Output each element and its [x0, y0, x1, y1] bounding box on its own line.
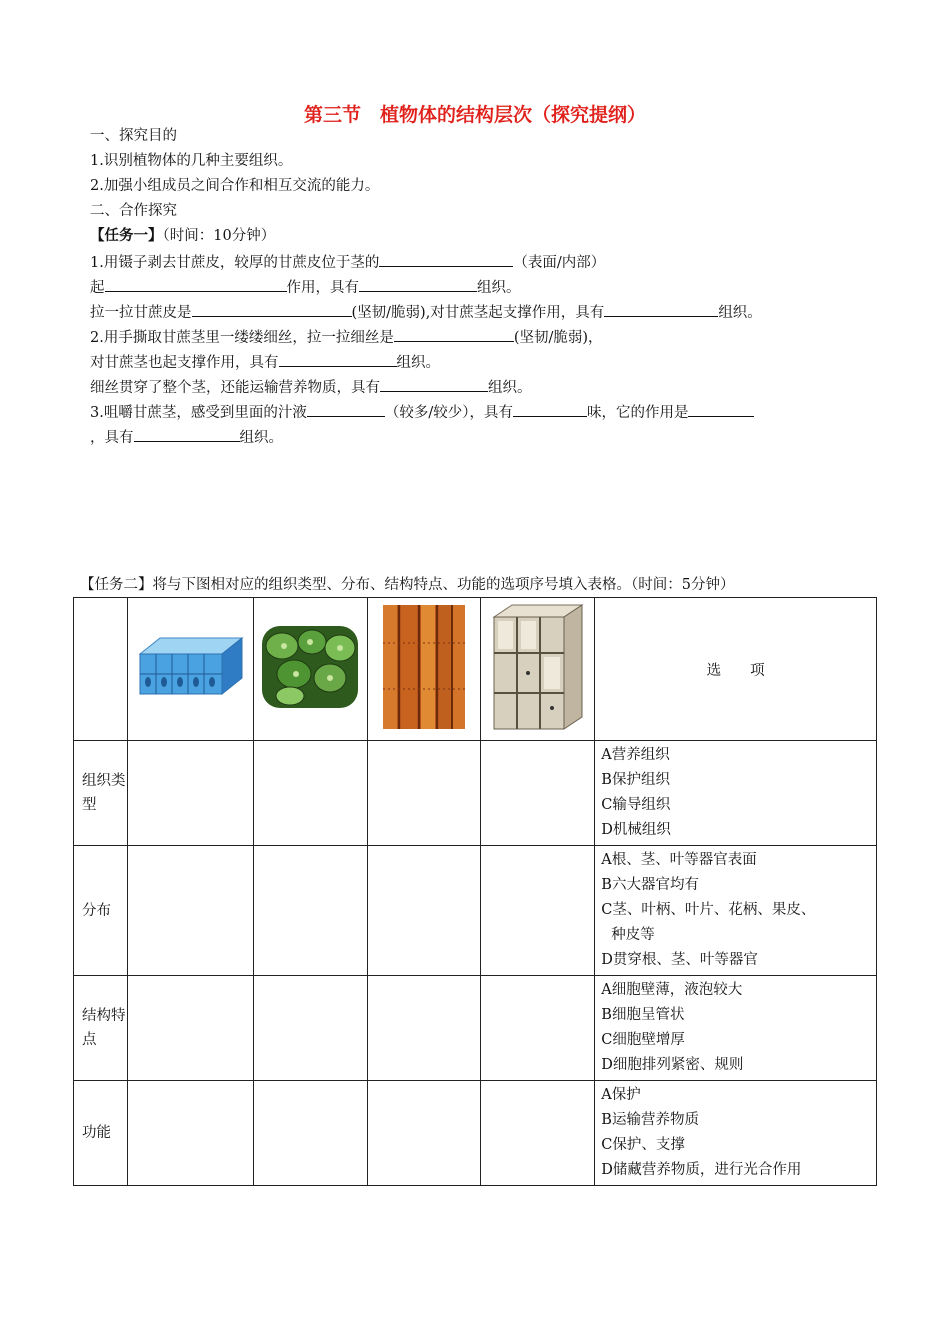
task1-question-1-line2	[90, 276, 521, 298]
task1-question-2-line3	[90, 376, 532, 398]
option-item: A保护	[601, 1087, 641, 1103]
q3-text-e: 组织。	[239, 430, 283, 446]
q3-text-b: （较多/较少），具有	[384, 405, 513, 421]
q2-text-b: (坚韧/脆弱)，	[513, 330, 603, 346]
task1-question-1-line3	[90, 301, 762, 323]
task1-question-3	[90, 401, 754, 423]
q3-text-c: 味，它的作用是	[586, 405, 689, 421]
task1-question-2	[90, 326, 603, 348]
protective-tissue-image	[136, 632, 244, 702]
q2-text-f: 组织。	[488, 380, 532, 396]
q1-text-b: （表面/内部）	[513, 255, 606, 271]
answer-cell[interactable]	[253, 976, 367, 1081]
table-row	[74, 976, 877, 1081]
option-item: C输导组织	[601, 797, 671, 813]
answer-cell[interactable]	[253, 741, 367, 846]
answer-cell[interactable]	[367, 741, 481, 846]
answer-blank[interactable]	[604, 301, 718, 317]
option-item: C保护、支撑	[601, 1137, 685, 1153]
q1-text-a: 1.用镊子剥去甘蔗皮，较厚的甘蔗皮位于茎的	[90, 255, 380, 271]
row-header-function: 功能	[74, 1081, 128, 1186]
option-item: A根、茎、叶等器官表面	[601, 852, 757, 868]
answer-cell[interactable]	[481, 976, 595, 1081]
answer-cell[interactable]	[127, 846, 253, 976]
q3-text-a: 3.咀嚼甘蔗茎，感受到里面的汁液	[90, 405, 307, 421]
answer-blank[interactable]	[359, 276, 477, 292]
answer-cell[interactable]	[253, 1081, 367, 1186]
option-item: A营养组织	[601, 747, 670, 763]
task1-label: 【任务一】	[90, 227, 163, 244]
answer-cell[interactable]	[481, 1081, 595, 1186]
image-cell-nutritive	[253, 598, 367, 741]
conducting-tissue-image	[379, 603, 469, 731]
image-cell-conducting	[367, 598, 481, 741]
option-item: A细胞壁薄，液泡较大	[601, 982, 743, 998]
mechanical-tissue-image	[492, 603, 584, 731]
q1-text-c: 起	[90, 280, 105, 296]
q2-text-e: 细丝贯穿了整个茎，还能运输营养物质，具有	[90, 380, 380, 396]
task1-time: （时间：10分钟）	[162, 228, 276, 244]
q1-text-g: (坚韧/脆弱),对甘蔗茎起支撑作用，具有	[351, 305, 605, 321]
answer-cell[interactable]	[367, 846, 481, 976]
task1-question-3-line2	[90, 426, 283, 448]
q2-text-c: 对甘蔗茎也起支撑作用，具有	[90, 355, 279, 371]
answer-blank[interactable]	[105, 276, 287, 292]
image-row	[74, 598, 877, 741]
answer-blank[interactable]	[307, 401, 385, 417]
answer-blank[interactable]	[192, 301, 352, 317]
q1-text-e: 组织。	[477, 280, 521, 296]
option-item: D细胞排列紧密、规则	[601, 1057, 744, 1073]
corner-cell	[74, 598, 128, 741]
options-cell	[595, 976, 877, 1081]
answer-cell[interactable]	[367, 1081, 481, 1186]
answer-cell[interactable]	[127, 741, 253, 846]
answer-cell[interactable]	[481, 846, 595, 976]
q2-text-a: 2.用手撕取甘蔗茎里一缕缕细丝，拉一拉细丝是	[90, 330, 394, 346]
answer-cell[interactable]	[481, 741, 595, 846]
table-row	[74, 846, 877, 976]
answer-cell[interactable]	[367, 976, 481, 1081]
options-cell	[595, 741, 877, 846]
q1-text-d: 作用，具有	[286, 280, 359, 296]
answer-blank[interactable]	[688, 401, 754, 417]
tissue-table	[73, 597, 877, 1186]
task1-question-2-line2	[90, 351, 440, 373]
objective-1: 1.识别植物体的几种主要组织。	[90, 153, 293, 169]
option-item: B保护组织	[601, 772, 670, 788]
answer-cell[interactable]	[127, 1081, 253, 1186]
task1-header	[90, 226, 275, 246]
answer-blank[interactable]	[279, 351, 397, 367]
objective-2: 2.加强小组成员之间合作和相互交流的能力。	[90, 178, 380, 194]
option-item: B运输营养物质	[601, 1112, 699, 1128]
q1-text-h: 组织。	[718, 305, 762, 321]
table-row	[74, 1081, 877, 1186]
q1-text-f: 拉一拉甘蔗皮是	[90, 305, 192, 321]
option-item: D储藏营养物质，进行光合作用	[601, 1162, 802, 1178]
section2-heading: 二、合作探究	[90, 203, 177, 219]
image-cell-protective	[127, 598, 253, 741]
task1-question-1	[90, 251, 605, 273]
row-header-type: 组织类型	[74, 741, 128, 846]
answer-blank[interactable]	[379, 251, 513, 267]
page-title: 第三节 植物体的结构层次（探究提纲）	[303, 104, 646, 126]
nutritive-tissue-image	[260, 622, 360, 712]
answer-blank[interactable]	[513, 401, 587, 417]
option-item: D机械组织	[601, 822, 671, 838]
row-header-distribution: 分布	[74, 846, 128, 976]
option-item: B六大器官均有	[601, 877, 699, 893]
option-item: C细胞壁增厚	[601, 1032, 685, 1048]
task2-intro: 【任务二】将与下图相对应的组织类型、分布、结构特点、功能的选项序号填入表格。（时间：5分钟）	[80, 577, 735, 593]
option-item: B细胞呈管状	[601, 1007, 685, 1023]
options-cell	[595, 846, 877, 976]
answer-cell[interactable]	[253, 846, 367, 976]
options-cell	[595, 1081, 877, 1186]
answer-blank[interactable]	[394, 326, 514, 342]
table-row	[74, 741, 877, 846]
option-item: D贯穿根、茎、叶等器官	[601, 952, 758, 968]
answer-blank[interactable]	[134, 426, 240, 442]
answer-blank[interactable]	[380, 376, 488, 392]
answer-cell[interactable]	[127, 976, 253, 1081]
option-item: C茎、叶柄、叶片、花柄、果皮、	[601, 902, 816, 918]
option-item-continued: 种皮等	[611, 927, 655, 943]
image-cell-mechanical	[481, 598, 595, 741]
row-header-structure: 结构特点	[74, 976, 128, 1081]
section1-heading: 一、探究目的	[90, 128, 177, 144]
options-header: 选 项	[595, 598, 877, 741]
q2-text-d: 组织。	[396, 355, 440, 371]
q3-text-d: ，具有	[90, 430, 134, 446]
